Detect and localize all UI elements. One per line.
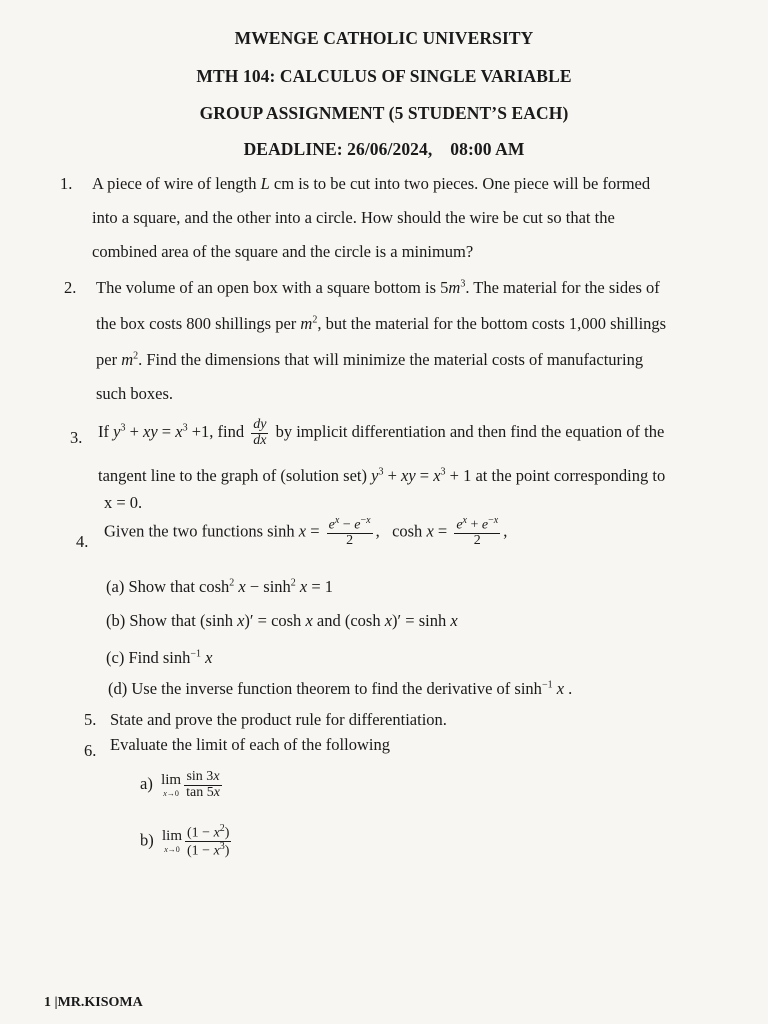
- q5-number: 5.: [84, 710, 97, 729]
- limit-b-fraction: $\frac{(1 - x^2)}{(1 - x^3)}$: [187, 823, 230, 859]
- q1-line-3: combined area of the square and the circle is a minimum?: [92, 242, 474, 261]
- q5-text: State and prove the product rule for differentiation.: [110, 710, 447, 729]
- q1-line-2: into a square, and the other into a circle. How should the wire be cut so that the: [92, 208, 615, 227]
- university-title: MWENGE CATHOLIC UNIVERSITY: [234, 28, 534, 48]
- limit-a-fraction: $\frac{\sin 3x}{\tan 5x}$: [186, 769, 220, 800]
- q6-number: 6.: [84, 741, 97, 760]
- q2-line-3: per $m^2$. Find the dimensions that will minimize the material costs of manufacturing: [96, 350, 644, 369]
- q4-part-b: (b) Show that (sinh x)′ = cosh x and (cosh x)′ = sinh x: [106, 611, 458, 630]
- limit-operator: lim x→0: [161, 771, 182, 798]
- q4-intro: Given the two functions sinh x = $\frac{e^x - e^{-x}}{2}$ , cosh x = $\frac{e^x + e^{-x}}{2}$ ,: [104, 515, 508, 549]
- q6-part-a: a) lim x→0 $\frac{\sin 3x}{\tan 5x}$: [140, 769, 220, 800]
- q4-part-c: (c) Find $\sinh^{-1} x$: [106, 648, 213, 667]
- q4-part-d: (d) Use the inverse function theorem to find the derivative of $\sinh^{-1} x$ .: [108, 679, 573, 698]
- q1-line-1: A piece of wire of length L cm is to be cut into two pieces. One piece will be formed: [92, 174, 651, 193]
- deadline: DEADLINE: 26/06/2024, 08:00 AM: [243, 139, 525, 159]
- course-title: MTH 104: CALCULUS OF SINGLE VARIABLE: [196, 66, 572, 86]
- assignment-title: GROUP ASSIGNMENT (5 STUDENT’S EACH): [199, 103, 569, 123]
- q1-number: 1.: [60, 174, 73, 193]
- q4-part-a: (a) Show that $\cosh^2 x - \sinh^2 x = 1$: [106, 577, 334, 596]
- q3-line-3: x = 0.: [104, 493, 143, 512]
- cosh-definition: $\frac{e^x + e^{-x}}{2}$: [456, 515, 499, 549]
- q4-number: 4.: [76, 532, 89, 551]
- q2-number: 2.: [64, 278, 77, 297]
- limit-operator: lim x→0: [162, 828, 183, 855]
- q2-line-4: such boxes.: [96, 384, 173, 403]
- dy-dx-fraction: $\frac{dy}{dx}$: [253, 417, 267, 448]
- q6-text: Evaluate the limit of each of the following: [110, 735, 390, 754]
- page-footer: 1 |MR.KISOMA: [44, 995, 143, 1010]
- q2-line-2: the box costs 800 shillings per $m^2$, but the material for the bottom costs 1,000 shillings: [96, 314, 667, 333]
- q3-line-1: If $y^3$ + xy = $x^3 +1$, find $\frac{dy}{dx}$ by implicit differentiation and then find the equation of the: [98, 417, 665, 448]
- q3-line-2: tangent line to the graph of (solution set) $y^3$ + xy = $x^3 + 1$ at the point corresponding to: [98, 466, 666, 485]
- q6-part-b: b) lim x→0 $\frac{(1 - x^2)}{(1 - x^3)}$: [140, 823, 230, 859]
- q2-line-1: The volume of an open box with a square bottom is $5m^3$. The material for the sides of: [96, 278, 660, 297]
- sinh-definition: $\frac{e^x - e^{-x}}{2}$: [328, 515, 371, 549]
- q3-number: 3.: [70, 428, 83, 447]
